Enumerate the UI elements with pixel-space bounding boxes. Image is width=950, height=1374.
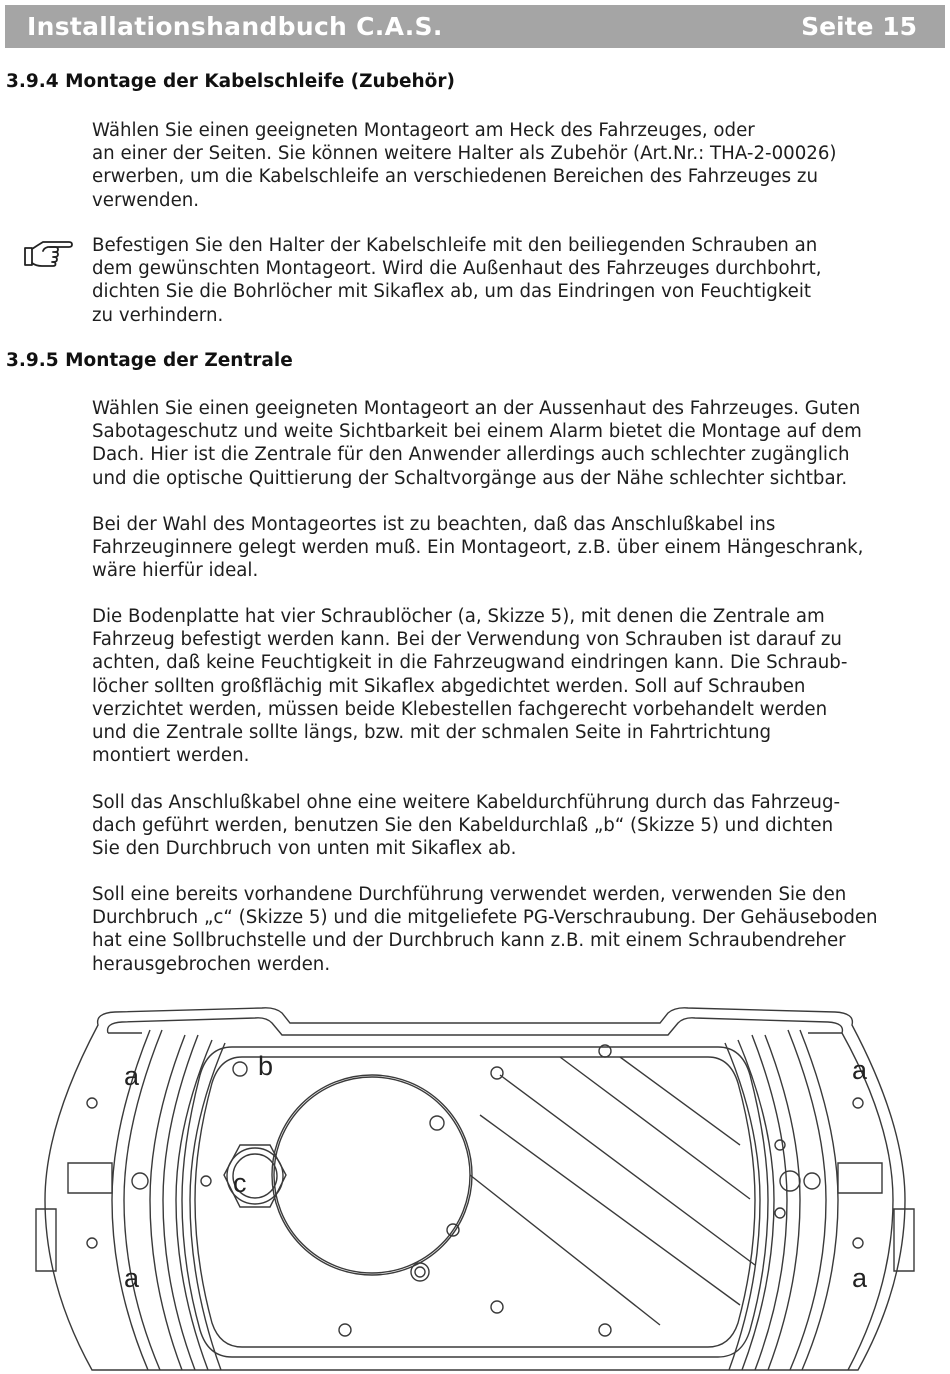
text-line: Sie den Durchbruch von unten mit Sikaflex ab. (92, 838, 517, 860)
text-line: Die Bodenplatte hat vier Schraublöcher (a, Skizze 5), mit denen die Zentrale am (92, 606, 825, 627)
text-line: Befestigen Sie den Halter der Kabelschleife mit den beiliegenden Schrauben an (92, 235, 818, 256)
page-header (5, 5, 945, 48)
label-hole-a: a (852, 1263, 868, 1293)
text-line: hat eine Sollbruchstelle und der Durchbruch kann z.B. mit einem Schraubendreher (92, 930, 846, 952)
label-knockout-c: c (233, 1168, 247, 1198)
text-line: dichten Sie die Bohrlöcher mit Sikaflex ab, um das Eindringen von Feuchtigkeit (92, 281, 811, 303)
paragraph-cable-passage-b (92, 791, 942, 861)
label-hole-a: a (852, 1055, 868, 1085)
text-line: Bei der Wahl des Montageortes ist zu beachten, daß das Anschlußkabel ins (92, 514, 776, 535)
text-line: löcher sollten großflächig mit Sikaflex abgedichtet werden. Soll auf Schrauben (92, 675, 806, 697)
paragraph-cable-routing (92, 513, 942, 583)
text-line: achten, daß keine Feuchtigkeit in die Fahrzeugwand eindringen kann. Die Schraub- (92, 652, 848, 674)
base-plate-sketch (0, 985, 950, 1374)
label-cable-passage-b: b (258, 1051, 274, 1081)
text-line: herausgebrochen werden. (92, 953, 331, 975)
text-line: dach geführt werden, benutzen Sie den Kabeldurchlaß „b“ (Skizze 5) und dichten (92, 815, 834, 837)
label-hole-a: a (124, 1061, 140, 1091)
document-title: Installationshandbuch C.A.S. (27, 12, 443, 41)
paragraph-note-fastening (92, 234, 942, 327)
text-line: Dach. Hier ist die Zentrale für den Anwender allerdings auch schlechter zugänglich (92, 444, 850, 466)
text-line: und die optische Quittierung der Schaltvorgänge aus der Nähe schlechter sichtbar. (92, 467, 848, 489)
text-line: verzichtet werden, müssen beide Klebestellen fachgerecht vorbehandelt werden (92, 698, 828, 720)
text-line: dem gewünschten Montageort. Wird die Außenhaut des Fahrzeuges durchbohrt, (92, 258, 822, 280)
paragraph-base-plate-screws (92, 605, 942, 767)
text-line: Soll das Anschlußkabel ohne eine weitere Kabeldurchführung durch das Fahrzeug- (92, 792, 841, 813)
text-line: montiert werden. (92, 745, 250, 767)
text-line: Wählen Sie einen geeigneten Montageort an der Aussenhaut des Fahrzeuges. Guten (92, 398, 861, 419)
text-line: Wählen Sie einen geeigneten Montageort am Heck des Fahrzeuges, oder (92, 120, 755, 141)
pointing-hand-icon (22, 236, 74, 270)
paragraph-knockout-c (92, 883, 942, 976)
section-heading-3-9-4: 3.9.4 Montage der Kabelschleife (Zubehör) (6, 71, 455, 92)
text-line: Durchbruch „c“ (Skizze 5) und die mitgeliefete PG-Verschraubung. Der Gehäuseboden (92, 907, 878, 929)
text-line: erwerben, um die Kabelschleife an verschiedenen Bereichen des Fahrzeuges zu (92, 166, 818, 188)
section-heading-3-9-5: 3.9.5 Montage der Zentrale (6, 350, 293, 371)
text-line: wäre hierfür ideal. (92, 560, 259, 582)
text-line: an einer der Seiten. Sie können weitere Halter als Zubehör (Art.Nr.: THA-2-00026) (92, 143, 837, 165)
text-line: Soll eine bereits vorhandene Durchführung verwendet werden, verwenden Sie den (92, 884, 847, 905)
page-number: Seite 15 (801, 12, 917, 41)
text-line: Fahrzeug befestigt werden kann. Bei der Verwendung von Schrauben ist darauf zu (92, 629, 842, 651)
paragraph-mounting-location-exterior (92, 397, 942, 490)
label-hole-a: a (124, 1263, 140, 1293)
paragraph-mounting-location (92, 119, 942, 212)
text-line: und die Zentrale sollte längs, bzw. mit der schmalen Seite in Fahrtrichtung (92, 722, 772, 744)
text-line: verwenden. (92, 189, 200, 211)
text-line: zu verhindern. (92, 304, 224, 326)
text-line: Sabotageschutz und weite Sichtbarkeit bei einem Alarm bietet die Montage auf dem (92, 421, 862, 443)
text-line: Fahrzeuginnere gelegt werden muß. Ein Montageort, z.B. über einem Hängeschrank, (92, 537, 864, 559)
